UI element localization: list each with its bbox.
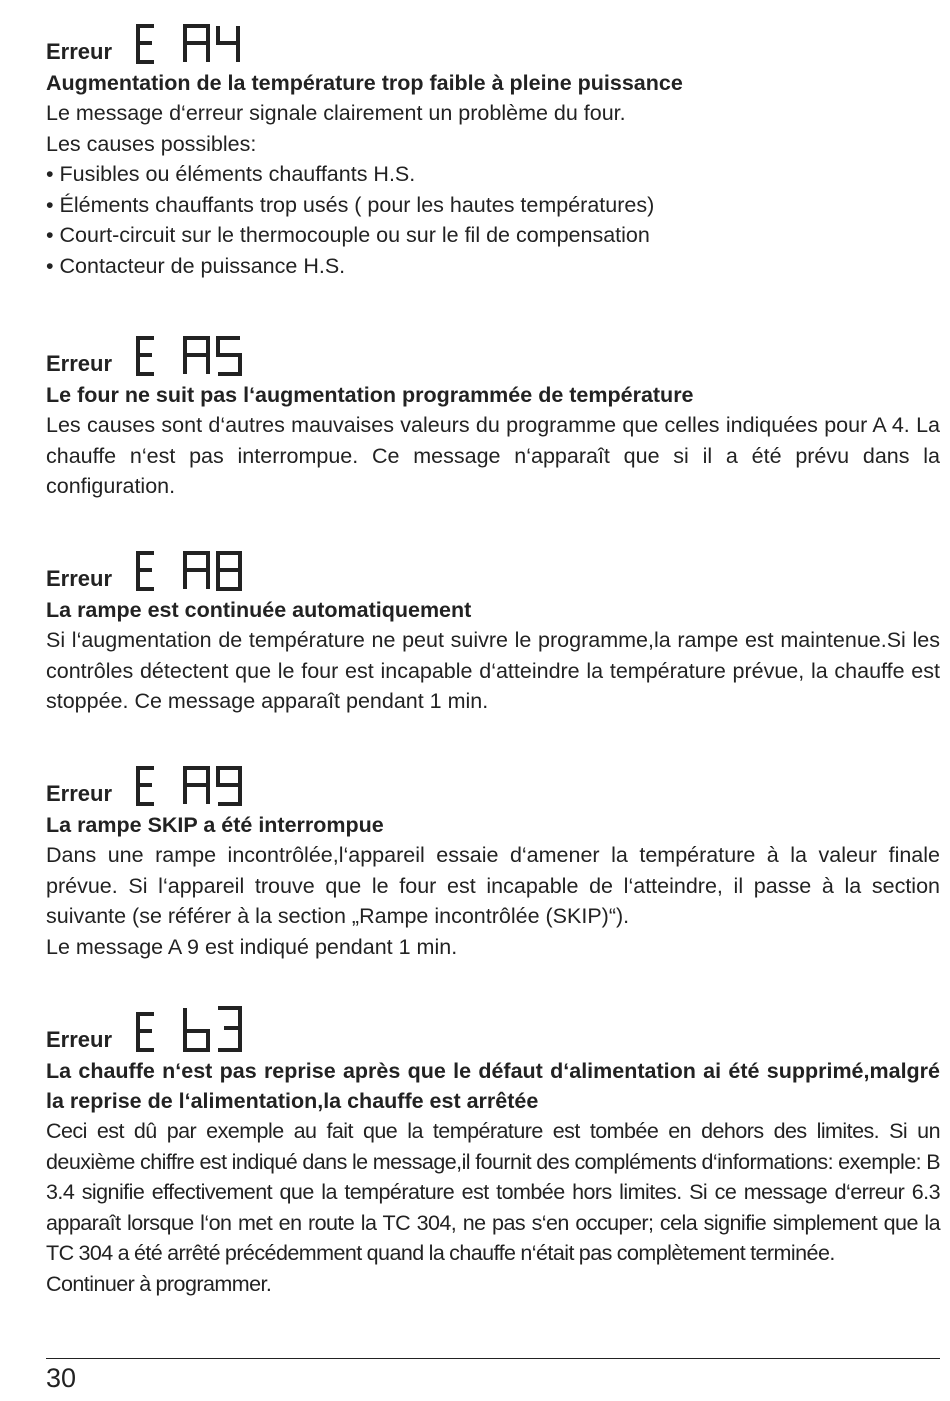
- error-heading: [46, 322, 940, 376]
- cause-item: • Contacteur de puissance H.S.: [46, 253, 346, 278]
- error-description: [46, 410, 940, 502]
- description-line: Le message d‘erreur signale clairement un problème du four.: [46, 101, 626, 125]
- cause-item: • Éléments chauffants trop usés ( pour les hautes températures): [46, 192, 655, 217]
- error-title: La rampe est continuée automatiquement: [46, 598, 472, 622]
- error-code-display: [132, 10, 332, 64]
- description-paragraph: Ceci est dû par exemple au fait que la température est tombée en dehors des limites. Si un deuxième chiffre est indiqué dans le message,il fournit des compléments d‘informations: exemple: B 3.4 signifie effectivement que la température est tombée hors limites. Si ce message d‘erreur 6.3 apparaît lorsque l‘on met en route la TC 304, ne pas s‘en occuper; cela signifie simplement que la TC 304 a été arrêté précédemment quand la chauffe n‘était pas complètement terminée.: [46, 1119, 940, 1265]
- error-description: [46, 625, 940, 717]
- error-label: Erreur: [46, 351, 113, 376]
- error-heading: [46, 10, 940, 64]
- error-section-ea5: [46, 322, 940, 502]
- description-paragraph: Continuer à programmer.: [46, 1271, 272, 1296]
- cause-item: • Fusibles ou éléments chauffants H.S.: [46, 162, 416, 186]
- error-title: La chauffe n‘est pas reprise après que le défaut d‘alimentation ai été supprimé,malgré la reprise de l‘alimentation,la chauffe est arrêtée: [46, 1059, 940, 1113]
- error-heading: [46, 537, 940, 591]
- description-paragraph: Le message A 9 est indiqué pendant 1 min.: [46, 934, 458, 959]
- error-title: La rampe SKIP a été interrompue: [46, 813, 384, 837]
- error-label: Erreur: [46, 781, 113, 806]
- error-label: Erreur: [46, 1027, 113, 1052]
- page-number: 30: [46, 1363, 77, 1393]
- error-heading: [46, 998, 940, 1052]
- error-code-display: [132, 998, 332, 1052]
- description-line: Les causes possibles:: [46, 131, 257, 156]
- error-section-ea8: [46, 537, 940, 717]
- error-section-ea9: [46, 752, 940, 962]
- error-label: Erreur: [46, 39, 113, 64]
- description-paragraph: Dans une rampe incontrôlée,l‘appareil essaie d‘amener la température à la valeur finale prévue. Si l‘appareil trouve que le four est incapable de l‘atteindre, il passe à la section suivante (se référer à la section „Rampe incontrôlée (SKIP)“).: [46, 843, 940, 928]
- error-section-ea4: [46, 10, 940, 281]
- error-code-display: [132, 537, 332, 591]
- error-code-display: [132, 752, 332, 806]
- footer-divider: [46, 1358, 940, 1359]
- error-section-eb3: [46, 998, 940, 1299]
- description-paragraph: Les causes sont d‘autres mauvaises valeurs du programme que celles indiquées pour A 4. La chauffe n‘est pas interrompue. Ce message n‘apparaît que si il a été prévu dans la configuration.: [46, 413, 940, 498]
- error-title: Augmentation de la température trop faible à pleine puissance: [46, 71, 683, 95]
- error-description: [46, 1116, 940, 1299]
- error-description: [46, 840, 940, 962]
- error-description: [46, 98, 940, 281]
- cause-item: • Court-circuit sur le thermocouple ou sur le fil de compensation: [46, 223, 650, 247]
- description-paragraph: Si l‘augmentation de température ne peut suivre le programme,la rampe est maintenue.Si les contrôles détectent que le four est incapable d‘atteindre la température prévue, la chauffe est stoppée. Ce message apparaît pendant 1 min.: [46, 628, 940, 713]
- error-title: Le four ne suit pas l‘augmentation programmée de température: [46, 383, 694, 407]
- error-heading: [46, 752, 940, 806]
- error-code-display: [132, 322, 332, 376]
- error-label: Erreur: [46, 566, 113, 591]
